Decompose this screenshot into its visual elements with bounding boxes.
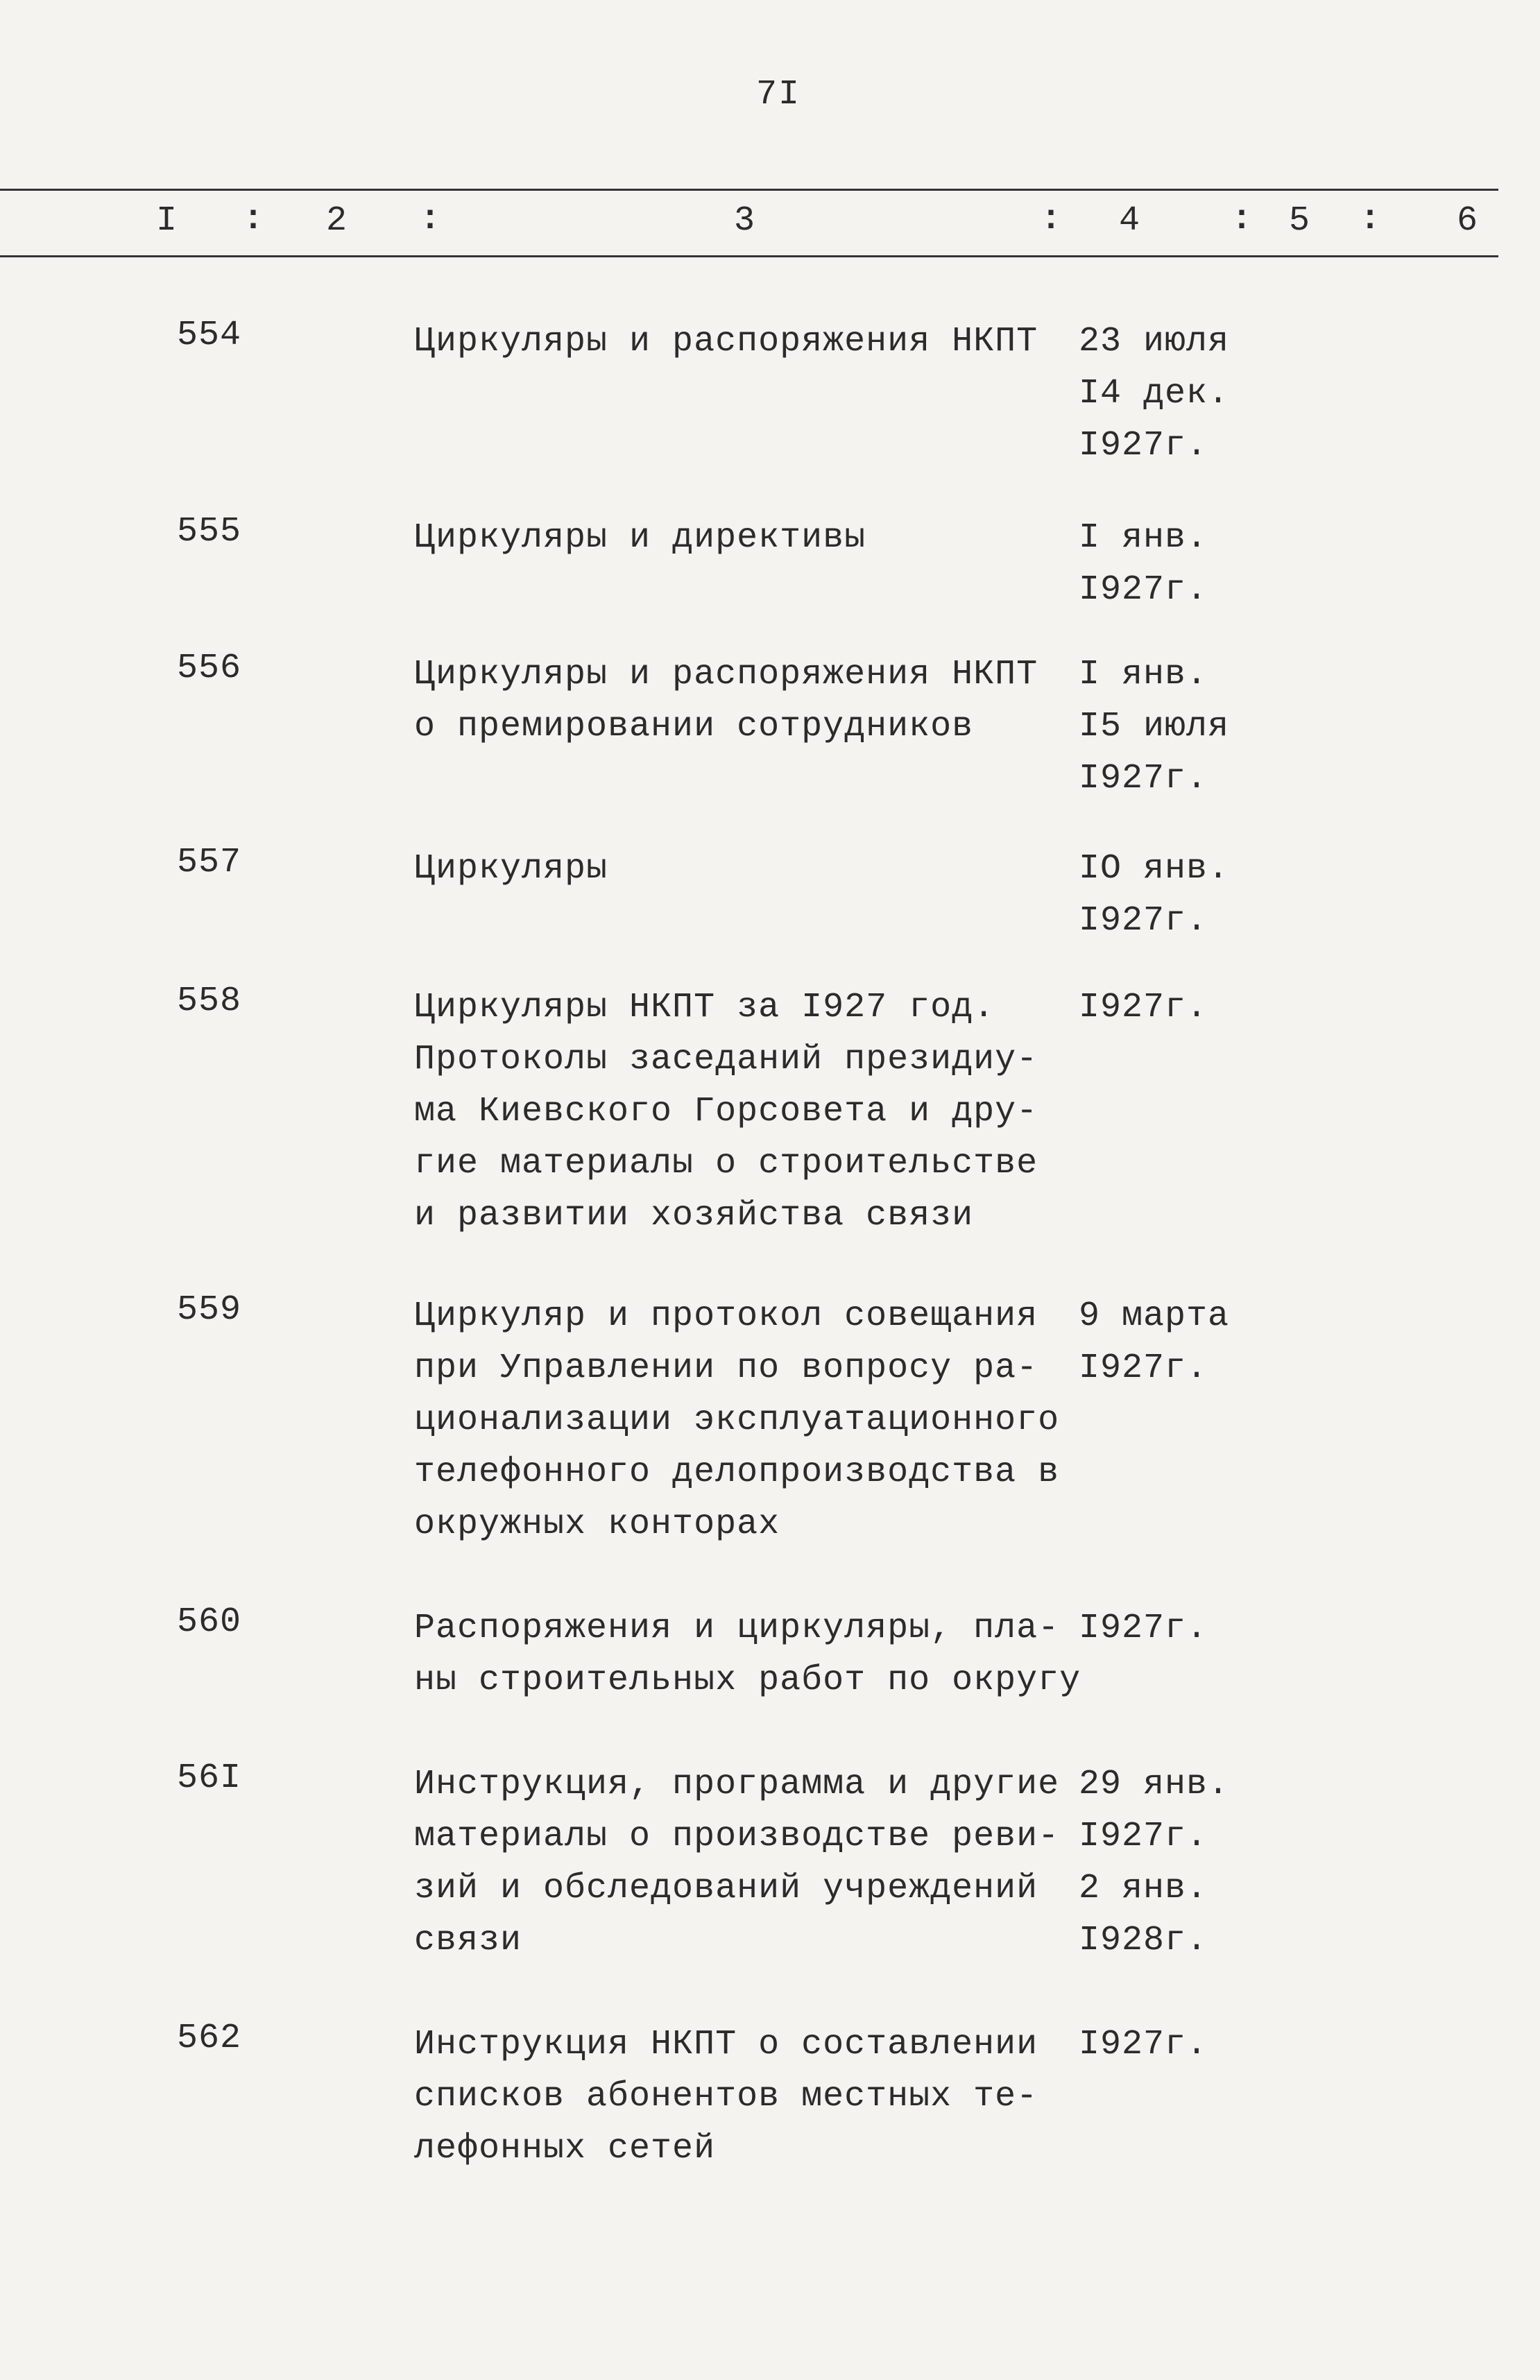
entry-dates xyxy=(1079,1290,1229,1394)
column-separator: : xyxy=(1041,200,1062,239)
column-header-4: 4 xyxy=(1119,201,1140,241)
entry-number: 558 xyxy=(177,982,242,1021)
entry-date-line: I927г. xyxy=(1079,901,1208,941)
entry-number: 56I xyxy=(177,1758,242,1798)
entry-title xyxy=(414,982,1038,1242)
column-separator: : xyxy=(1231,200,1253,239)
entry-date-line: I4 дек. xyxy=(1079,374,1230,413)
entry-date-line: I927г. xyxy=(1079,1349,1208,1388)
entry-number: 556 xyxy=(177,649,242,688)
entry-title xyxy=(414,1758,1059,1967)
entry-dates xyxy=(1079,982,1208,1034)
entry-dates xyxy=(1079,2019,1208,2071)
entry-date-line: I927г. xyxy=(1079,2025,1208,2064)
column-header-2: 2 xyxy=(326,201,348,241)
entry-date-line: I927г. xyxy=(1079,1609,1208,1648)
entry-title-line: Циркуляры xyxy=(414,849,608,889)
entry-title-line: ны строительных работ по округу xyxy=(414,1661,1081,1700)
entry-title-line: лефонных сетей xyxy=(414,2129,716,2168)
entry-date-line: 2 янв. xyxy=(1079,1869,1208,1908)
entry-date-line: I927г. xyxy=(1079,988,1208,1027)
entry-date-line: 9 марта xyxy=(1079,1296,1230,1336)
entry-title-line: окружных конторах xyxy=(414,1505,780,1544)
entry-number: 557 xyxy=(177,843,242,882)
entry-dates xyxy=(1079,512,1208,616)
entry-number: 559 xyxy=(177,1290,242,1330)
entry-title xyxy=(414,2019,1038,2175)
entry-number: 562 xyxy=(177,2019,242,2058)
entry-title xyxy=(414,1602,1081,1706)
entry-title-line: Инструкция НКПТ о составлении xyxy=(414,2025,1038,2064)
entry-title-line: материалы о производстве реви- xyxy=(414,1817,1060,1856)
column-header-1: I xyxy=(156,201,178,241)
entry-date-line: I янв. xyxy=(1079,518,1208,558)
column-separator: : xyxy=(243,200,264,239)
entry-date-line: I927г. xyxy=(1079,759,1208,798)
entry-title-line: Циркуляры и распоряжения НКПТ xyxy=(414,322,1038,361)
entry-dates xyxy=(1079,649,1229,805)
entry-date-line: I янв. xyxy=(1079,655,1208,694)
page-number: 7I xyxy=(756,75,801,114)
entry-date-line: 29 янв. xyxy=(1079,1765,1230,1804)
entry-title-line: телефонного делопроизводства в xyxy=(414,1453,1060,1492)
entry-title-line: Инструкция, программа и другие xyxy=(414,1765,1060,1804)
entry-date-line: I927г. xyxy=(1079,570,1208,610)
entry-date-line: I927г. xyxy=(1079,426,1208,465)
entry-date-line: I927г. xyxy=(1079,1817,1208,1856)
entry-date-line: 23 июля xyxy=(1079,322,1230,361)
entry-title-line: Циркуляр и протокол совещания xyxy=(414,1296,1038,1336)
entry-title-line: о премировании сотрудников xyxy=(414,707,974,746)
column-header-3: 3 xyxy=(734,201,755,241)
entry-title-line: Протоколы заседаний президиу- xyxy=(414,1040,1038,1079)
entry-title-line: Циркуляры НКПТ за I927 год. xyxy=(414,988,995,1027)
entry-title-line: Распоряжения и циркуляры, пла- xyxy=(414,1609,1060,1648)
entry-title xyxy=(414,649,1038,753)
entry-title xyxy=(414,1290,1059,1550)
entry-title-line: гие материалы о строительстве xyxy=(414,1144,1038,1183)
entry-dates xyxy=(1079,316,1229,472)
entry-title xyxy=(414,512,866,564)
entry-title xyxy=(414,316,1038,368)
entry-title-line: при Управлении по вопросу ра- xyxy=(414,1349,1038,1388)
column-separator: : xyxy=(1360,200,1381,239)
entry-dates xyxy=(1079,843,1229,947)
column-separator: : xyxy=(420,200,441,239)
entry-title-line: зий и обследований учреждений xyxy=(414,1869,1038,1908)
entry-title-line: связи xyxy=(414,1921,522,1960)
entry-title-line: списков абонентов местных те- xyxy=(414,2077,1038,2116)
entry-title-line: ма Киевского Горсовета и дру- xyxy=(414,1092,1038,1131)
entry-dates xyxy=(1079,1602,1208,1654)
entry-title-line: ционализации эксплуатационного xyxy=(414,1401,1060,1440)
entry-title xyxy=(414,843,608,895)
entry-title-line: Циркуляры и директивы xyxy=(414,518,866,558)
entry-number: 554 xyxy=(177,316,242,355)
entry-date-line: I928г. xyxy=(1079,1921,1208,1960)
entry-title-line: и развитии хозяйства связи xyxy=(414,1196,974,1235)
column-header-6: 6 xyxy=(1457,201,1478,241)
column-header-5: 5 xyxy=(1289,201,1310,241)
header-rule-top xyxy=(0,189,1498,191)
entry-date-line: IO янв. xyxy=(1079,849,1230,889)
header-rule-bottom xyxy=(0,255,1498,257)
entry-number: 560 xyxy=(177,1602,242,1642)
entry-dates xyxy=(1079,1758,1229,1967)
entry-title-line: Циркуляры и распоряжения НКПТ xyxy=(414,655,1038,694)
entry-number: 555 xyxy=(177,512,242,551)
entry-date-line: I5 июля xyxy=(1079,707,1230,746)
